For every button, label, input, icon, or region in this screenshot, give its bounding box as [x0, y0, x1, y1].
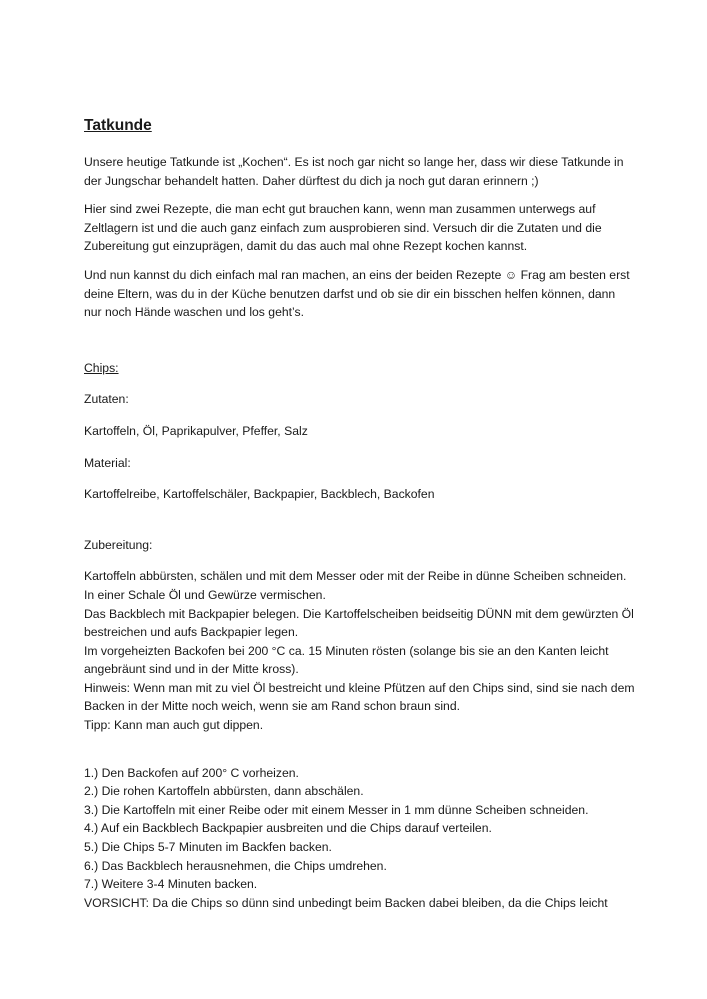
page-title: Tatkunde [84, 117, 152, 134]
preparation-label: Zubereitung: [84, 537, 153, 552]
intro-paragraph-3 [84, 266, 644, 322]
material-label: Material: [84, 455, 131, 470]
text-line: Und nun kannst du dich einfach mal ran machen, an eins der beiden Rezepte ☺ Frag am besten erst [84, 267, 630, 282]
text-line: deine Eltern, was du in der Küche benutzen darfst und ob sie dir ein bisschen helfen können, dann [84, 286, 616, 301]
text-line: Das Backblech mit Backpapier belegen. Die Kartoffelscheiben beidseitig DÜNN mit dem gewürzten Öl [84, 606, 634, 621]
text-line: Unsere heutige Tatkunde ist „Kochen“. Es ist noch gar nicht so lange her, dass wir diese Tatkunde in [84, 155, 624, 169]
step-item: 3.) Die Kartoffeln mit einer Reibe oder mit einem Messer in 1 mm dünne Scheiben schneiden. [84, 802, 589, 817]
text-line: bestreichen und aufs Backpapier legen. [84, 625, 299, 640]
text-line: Im vorgeheizten Backofen bei 200 °C ca. 15 Minuten rösten (solange bis sie an den Kanten leicht [84, 643, 609, 658]
text-line: nur noch Hände waschen und los geht’s. [84, 305, 304, 320]
step-item: 4.) Auf ein Backblech Backpapier ausbreiten und die Chips darauf verteilen. [84, 821, 492, 836]
text-line: In einer Schale Öl und Gewürze vermischen. [84, 587, 326, 602]
preparation-text [84, 567, 644, 734]
text-line: Zubereitung gut einzuprägen, damit du das auch mal ohne Rezept kochen kannst. [84, 239, 528, 254]
material-list: Kartoffelreibe, Kartoffelschäler, Backpapier, Backblech, Backofen [84, 487, 435, 502]
warning-text: VORSICHT: Da die Chips so dünn sind unbedingt beim Backen dabei bleiben, da die Chips leicht [84, 895, 608, 910]
step-item: 5.) Die Chips 5-7 Minuten im Backfen backen. [84, 840, 332, 855]
text-line: angebräunt sind und in der Mitte kross). [84, 662, 299, 677]
intro-paragraph-1 [84, 153, 644, 190]
text-line: Zeltlagern ist und die auch ganz einfach zum ausprobieren sind. Versuch dir die Zutaten und die [84, 220, 602, 235]
step-item: 1.) Den Backofen auf 200° C vorheizen. [84, 765, 299, 780]
text-line: Hinweis: Wenn man mit zu viel Öl bestreicht und kleine Pfützen auf den Chips sind, sind sie nach dem [84, 680, 635, 695]
document-content [84, 116, 644, 922]
step-item: 2.) Die rohen Kartoffeln abbürsten, dann abschälen. [84, 784, 364, 799]
ingredients-label: Zutaten: [84, 392, 129, 407]
text-line: Kartoffeln abbürsten, schälen und mit dem Messer oder mit der Reibe in dünne Scheiben schneiden. [84, 569, 627, 584]
step-item: 7.) Weitere 3-4 Minuten backen. [84, 877, 258, 892]
text-line: der Jungschar behandelt hatten. Daher dürftest du dich ja noch gut daran erinnern ;) [84, 173, 539, 188]
recipe-name: Chips: [84, 360, 119, 375]
steps-list [84, 764, 644, 913]
ingredients-list: Kartoffeln, Öl, Paprikapulver, Pfeffer, Salz [84, 423, 308, 438]
text-line: Backen in der Mitte noch weich, wenn sie am Rand schon braun sind. [84, 699, 460, 714]
text-line: Hier sind zwei Rezepte, die man echt gut brauchen kann, wenn man zusammen unterwegs auf [84, 202, 596, 217]
step-item: 6.) Das Backblech herausnehmen, die Chips umdrehen. [84, 858, 387, 873]
intro-paragraph-2 [84, 200, 644, 256]
text-line: Tipp: Kann man auch gut dippen. [84, 718, 264, 733]
